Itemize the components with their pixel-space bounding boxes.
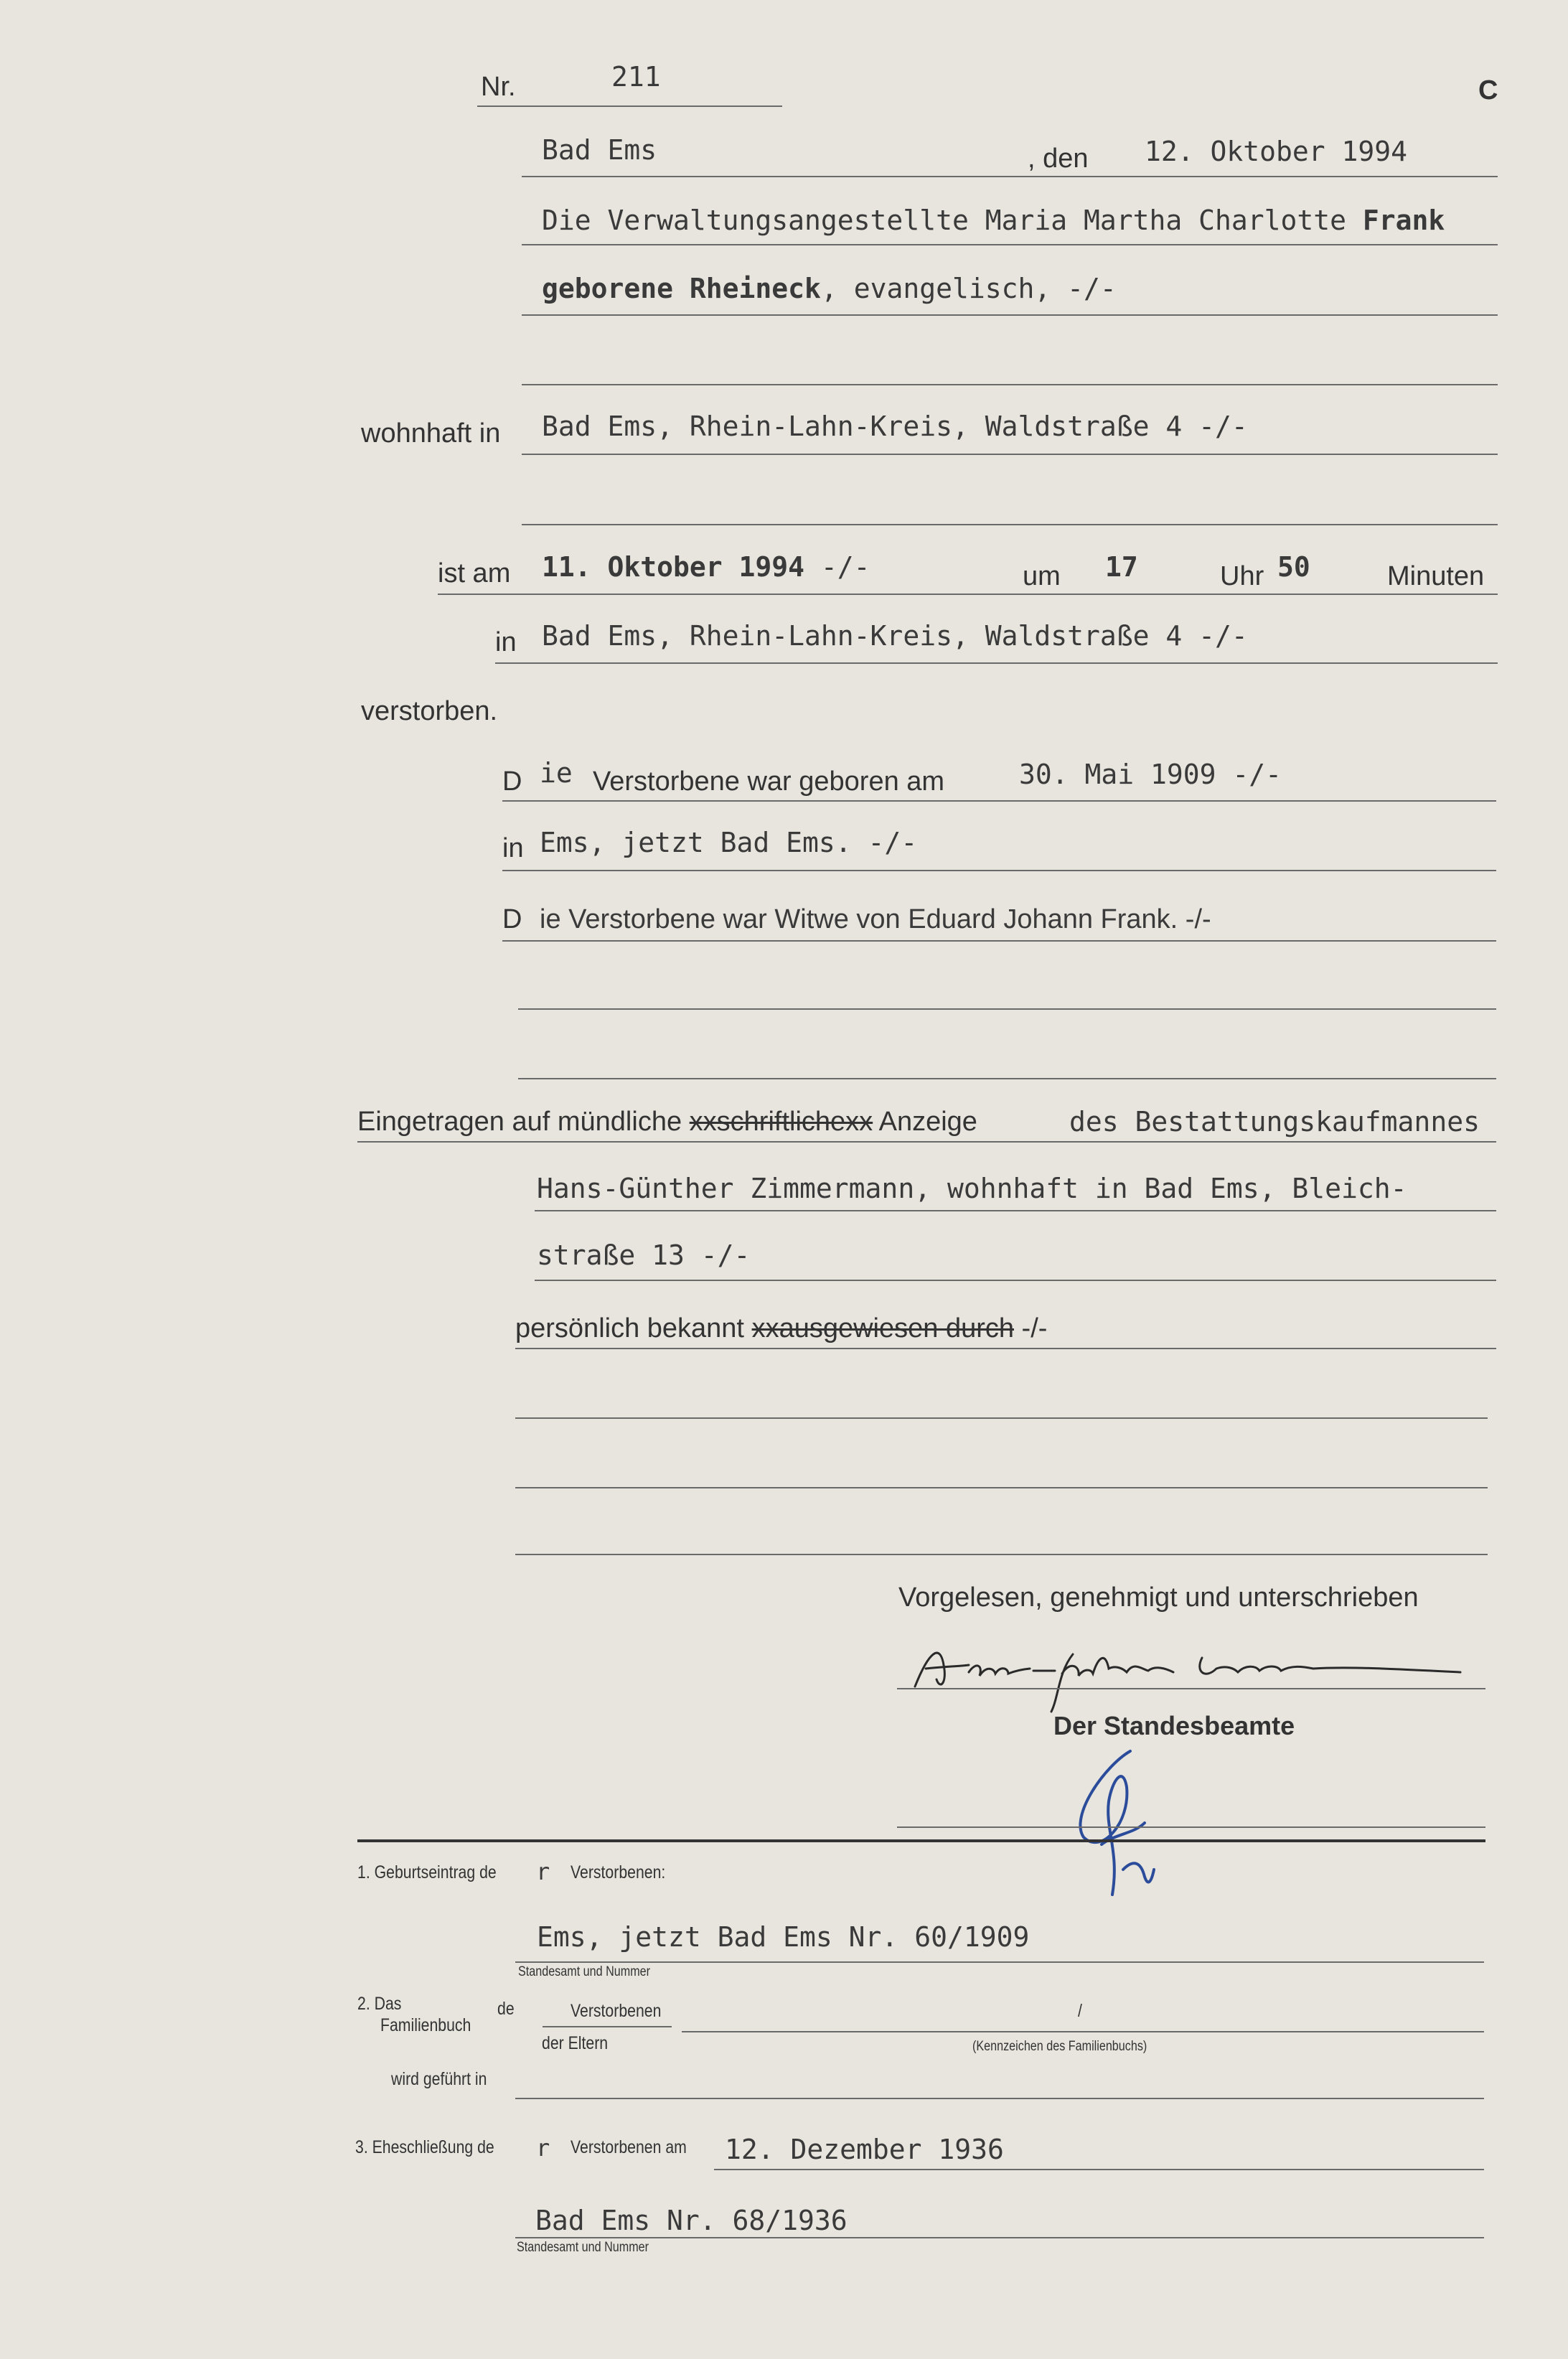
person-line-2	[542, 275, 1117, 302]
f2-label: Familienbuch	[380, 2015, 471, 2035]
death-place: Bad Ems, Rhein-Lahn-Kreis, Waldstraße 4 -/-	[542, 620, 1248, 652]
marital-rule	[502, 940, 1496, 942]
um-label: um	[1023, 561, 1061, 591]
f1-r: r	[536, 1858, 550, 1885]
registration-anzeige: Anzeige	[873, 1107, 977, 1137]
person-rule-2	[522, 314, 1498, 316]
f2-num: 2. Das	[357, 1994, 402, 2014]
informant-signature	[901, 1629, 1475, 1715]
f3-rest: Verstorbenen am	[571, 2137, 687, 2157]
f3-date-rule	[714, 2169, 1484, 2170]
marital-d-label: D	[502, 904, 522, 934]
f1-rule	[515, 1961, 1484, 1963]
registration-rule	[357, 1141, 1496, 1143]
death-in-label: in	[495, 627, 517, 657]
corner-letter: C	[1478, 75, 1498, 105]
residence-rule-2	[522, 524, 1498, 525]
known-prefix: persönlich bekannt	[515, 1313, 752, 1343]
f3-date: 12. Dezember 1936	[725, 2134, 1004, 2165]
f2-caption: (Kennzeichen des Familienbuchs)	[972, 2039, 1147, 2054]
known-suffix: -/-	[1014, 1313, 1048, 1343]
marital-rule-3	[518, 1078, 1496, 1079]
f2-verstorbenen: Verstorbenen	[571, 2001, 662, 2021]
marital-rule-2	[518, 1008, 1496, 1010]
birth-rule	[502, 800, 1496, 802]
blank-rule-2	[515, 1487, 1488, 1488]
f2-rule	[682, 2031, 1484, 2032]
f1-value: Ems, jetzt Bad Ems Nr. 60/1909	[537, 1921, 1030, 1953]
den-label: , den	[1028, 144, 1089, 174]
footnote-separator	[357, 1839, 1485, 1842]
closing-read-text: Vorgelesen, genehmigt und unterschrieben	[898, 1582, 1419, 1613]
birth-ie: ie	[540, 757, 573, 789]
informant-line-2: straße 13 -/-	[537, 1239, 751, 1271]
residence-rule	[522, 454, 1498, 455]
registration-informant-title: des Bestattungskaufmannes	[1069, 1106, 1480, 1138]
registrar-signature	[1062, 1737, 1177, 1902]
informant-line: Hans-Günther Zimmermann, wohnhaft in Bad Ems, Bleich-	[537, 1173, 1407, 1204]
death-minute: 50	[1277, 551, 1310, 583]
registration-struck-written: xxschriftlichexx	[689, 1107, 873, 1137]
person-rule-3	[522, 384, 1498, 385]
registrar-label: Der Standesbeamte	[1053, 1711, 1295, 1740]
f3-label: 3. Eheschließung de	[355, 2137, 494, 2157]
birth-in-label: in	[502, 833, 524, 863]
f2-de-rule	[543, 2026, 672, 2027]
birth-d-label: D	[502, 766, 522, 797]
f2-gefuehrt: wird geführt in	[391, 2069, 487, 2089]
death-date-line	[542, 553, 870, 581]
date-rule	[522, 176, 1498, 177]
birth-date: 30. Mai 1909 -/-	[1019, 759, 1282, 790]
informant-signature-rule	[897, 1688, 1485, 1689]
person-line-1	[542, 207, 1445, 234]
identification-rule	[515, 1348, 1496, 1349]
f2-eltern: der Eltern	[542, 2033, 609, 2053]
blank-rule-1	[515, 1417, 1488, 1419]
f3-r: r	[536, 2134, 550, 2162]
nr-label: Nr.	[481, 72, 516, 102]
death-time-rule	[438, 594, 1498, 595]
informant-rule	[535, 1210, 1496, 1211]
registrar-signature-rule	[897, 1826, 1485, 1828]
f1-label: 1. Geburtseintrag de	[357, 1862, 497, 1882]
verstorben-label: verstorben.	[361, 696, 498, 726]
nr-value: 211	[611, 61, 661, 93]
date-value: 12. Oktober 1994	[1145, 136, 1408, 167]
person-religion: , evangelisch, -/-	[820, 273, 1117, 304]
death-place-rule	[495, 662, 1498, 664]
death-hour: 17	[1105, 551, 1138, 583]
marital-text: ie Verstorbene war Witwe von Eduard Johann Frank. -/-	[540, 904, 1211, 934]
residence-label: wohnhaft in	[361, 418, 501, 449]
registration-line	[357, 1108, 977, 1135]
person-birth-name: geborene Rheineck	[542, 273, 821, 304]
birth-place-rule	[502, 870, 1496, 871]
f1-caption: Standesamt und Nummer	[518, 1964, 651, 1979]
birth-place: Ems, jetzt Bad Ems. -/-	[540, 827, 918, 858]
f2-gefuehrt-rule	[515, 2098, 1484, 2099]
f2-de: de	[497, 1999, 515, 2019]
person-occupation-name: Die Verwaltungsangestellte Maria Martha Charlotte	[542, 205, 1363, 236]
person-rule-1	[522, 244, 1498, 245]
residence-value: Bad Ems, Rhein-Lahn-Kreis, Waldstraße 4 -/-	[542, 411, 1248, 442]
blank-rule-3	[515, 1554, 1488, 1555]
place-value: Bad Ems	[542, 134, 657, 166]
f3-caption: Standesamt und Nummer	[517, 2240, 649, 2255]
uhr-label: Uhr	[1220, 561, 1264, 591]
informant-rule-2	[535, 1280, 1496, 1281]
identification-line	[515, 1315, 1047, 1342]
f2-slash: /	[1078, 2001, 1082, 2021]
f3-rule	[515, 2237, 1484, 2238]
f3-value: Bad Ems Nr. 68/1936	[535, 2205, 848, 2236]
f1-rest: Verstorbenen:	[571, 1862, 666, 1882]
nr-rule	[477, 105, 782, 107]
death-date: 11. Oktober 1994	[542, 551, 805, 583]
death-date-suffix: -/-	[804, 551, 870, 583]
ist-am-label: ist am	[438, 558, 511, 588]
registration-prefix: Eingetragen auf mündliche	[357, 1107, 690, 1137]
birth-text: Verstorbene war geboren am	[593, 766, 945, 797]
person-surname: Frank	[1362, 205, 1445, 236]
minuten-label: Minuten	[1387, 561, 1485, 591]
known-struck: xxausgewiesen durch	[751, 1313, 1014, 1343]
